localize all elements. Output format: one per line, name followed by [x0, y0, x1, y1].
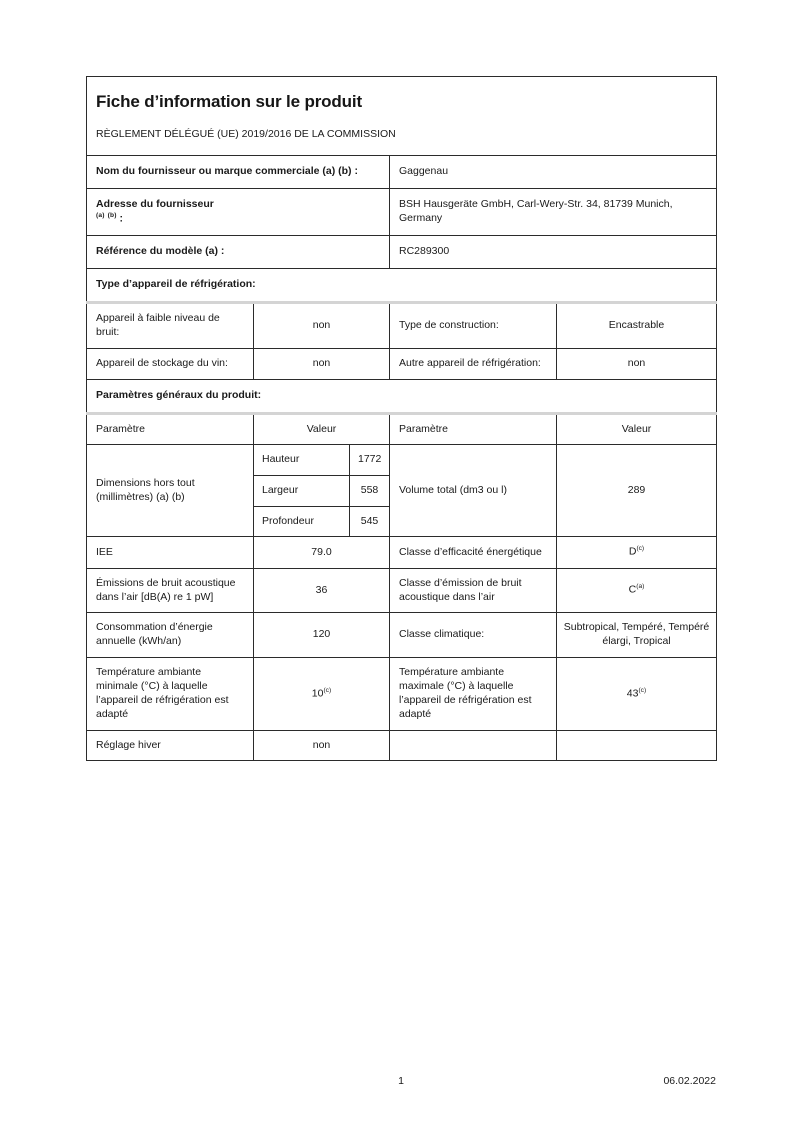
param-row-ambient-temperature: [87, 658, 717, 730]
param-row-energy-consumption: [87, 613, 717, 658]
supplier-address-value: BSH Hausgeräte GmbH, Carl-Wery-Str. 34, 81739 Munich, Germany: [390, 189, 717, 236]
dimension-value-height: 1772: [350, 445, 390, 475]
energy-class-value: [557, 537, 717, 568]
low-noise-value: non: [254, 303, 390, 349]
dimension-name-depth: Profondeur: [254, 506, 350, 536]
iee-label: IEE: [87, 537, 254, 568]
dimensions-subtable: [254, 445, 389, 536]
noise-class-letter: C: [628, 583, 637, 596]
min-ambient-temp-number: 10: [311, 687, 324, 700]
wine-storage-value: non: [254, 348, 390, 379]
winter-setting-value: non: [254, 730, 390, 761]
dimensions-subtable-cell: [254, 445, 390, 537]
fiche-table-wrapper: [86, 76, 716, 761]
product-fiche-table: [86, 76, 717, 761]
param-header-row: [87, 413, 717, 445]
construction-type-value: Encastrable: [557, 303, 717, 349]
wine-storage-label: Appareil de stockage du vin:: [87, 348, 254, 379]
supplier-name-value: Gaggenau: [390, 156, 717, 189]
appliance-type-section-row: [87, 269, 717, 303]
other-appliance-label: Autre appareil de réfrigération:: [390, 348, 557, 379]
dimension-row-height: [254, 445, 389, 475]
footer-date: 06.02.2022: [663, 1075, 716, 1087]
regulation-subtitle: RÈGLEMENT DÉLÉGUÉ (UE) 2019/2016 DE LA COMMISSION: [96, 128, 396, 141]
energy-class-label: Classe d’efficacité énergétique: [390, 537, 557, 568]
param-header-col2: Valeur: [254, 413, 390, 445]
type-row-low-noise: [87, 303, 717, 349]
dimension-value-width: 558: [350, 476, 390, 507]
max-ambient-temp-number: 43: [626, 687, 639, 700]
min-ambient-temp-value: [254, 658, 390, 730]
model-reference-label: Référence du modèle (a) :: [87, 236, 390, 269]
energy-consumption-value: 120: [254, 613, 390, 658]
noise-class-footnote: (a): [636, 583, 645, 591]
dimensions-row: [87, 445, 717, 537]
noise-class-label: Classe d’émission de bruit acoustique dans l’air: [390, 568, 557, 613]
max-ambient-temp-label: Température ambiante maximale (°C) à laquelle l’appareil de réfrigération est adapté: [390, 658, 557, 730]
dimensions-label: Dimensions hors tout (millimètres) (a) (b): [87, 445, 254, 537]
general-params-section-header: Paramètres généraux du produit:: [87, 379, 717, 413]
dimension-name-height: Hauteur: [254, 445, 350, 475]
param-row-winter-setting: [87, 730, 717, 761]
supplier-name-row: [87, 156, 717, 189]
appliance-type-section-header: Type d’appareil de réfrigération:: [87, 269, 717, 303]
energy-consumption-label: Consommation d’énergie annuelle (kWh/an): [87, 613, 254, 658]
winter-setting-label: Réglage hiver: [87, 730, 254, 761]
footnote-marker-a: (a): [96, 212, 105, 220]
supplier-address-label-colon: :: [119, 212, 124, 225]
model-reference-value: RC289300: [390, 236, 717, 269]
supplier-address-row: [87, 189, 717, 236]
total-volume-label: Volume total (dm3 ou l): [390, 445, 557, 537]
noise-emission-label: Émissions de bruit acoustique dans l’air [dB(A) re 1 pW]: [87, 568, 254, 613]
param-row-iee: [87, 537, 717, 568]
noise-emission-value: 36: [254, 568, 390, 613]
footnote-marker-b: (b): [107, 212, 117, 220]
title-cell: [87, 77, 717, 156]
general-params-section-row: [87, 379, 717, 413]
energy-class-footnote: (c): [636, 545, 645, 553]
max-ambient-temp-value: [557, 658, 717, 730]
min-ambient-temp-footnote: (c): [323, 686, 332, 694]
winter-setting-empty-value: [557, 730, 717, 761]
winter-setting-empty-label: [390, 730, 557, 761]
other-appliance-value: non: [557, 348, 717, 379]
supplier-address-label-text: Adresse du fournisseur: [96, 198, 214, 211]
footer-page-number: 1: [398, 1075, 404, 1087]
max-ambient-temp-footnote: (c): [638, 686, 647, 694]
supplier-address-label: [87, 189, 390, 236]
dimension-row-depth: [254, 506, 389, 536]
energy-class-letter: D: [628, 545, 637, 558]
low-noise-label: Appareil à faible niveau de bruit:: [87, 303, 254, 349]
param-row-noise: [87, 568, 717, 613]
dimension-row-width: [254, 476, 389, 507]
climate-class-value: Subtropical, Tempéré, Tempéré élargi, Tropical: [557, 613, 717, 658]
dimension-name-width: Largeur: [254, 476, 350, 507]
dimension-value-depth: 545: [360, 514, 379, 527]
model-reference-row: [87, 236, 717, 269]
climate-class-label: Classe climatique:: [390, 613, 557, 658]
param-header-col1: Paramètre: [87, 413, 254, 445]
iee-value: 79.0: [254, 537, 390, 568]
total-volume-value: 289: [557, 445, 717, 537]
supplier-name-label: Nom du fournisseur ou marque commerciale (a) (b) :: [87, 156, 390, 189]
page-title: Fiche d’information sur le produit: [96, 92, 362, 111]
title-row: [87, 77, 717, 156]
param-header-col4: Valeur: [557, 413, 717, 445]
param-header-col3: Paramètre: [390, 413, 557, 445]
type-row-wine-storage: [87, 348, 717, 379]
min-ambient-temp-label: Température ambiante minimale (°C) à laquelle l’appareil de réfrigération est adapté: [87, 658, 254, 730]
noise-class-value: [557, 568, 717, 613]
construction-type-label: Type de construction:: [390, 303, 557, 349]
